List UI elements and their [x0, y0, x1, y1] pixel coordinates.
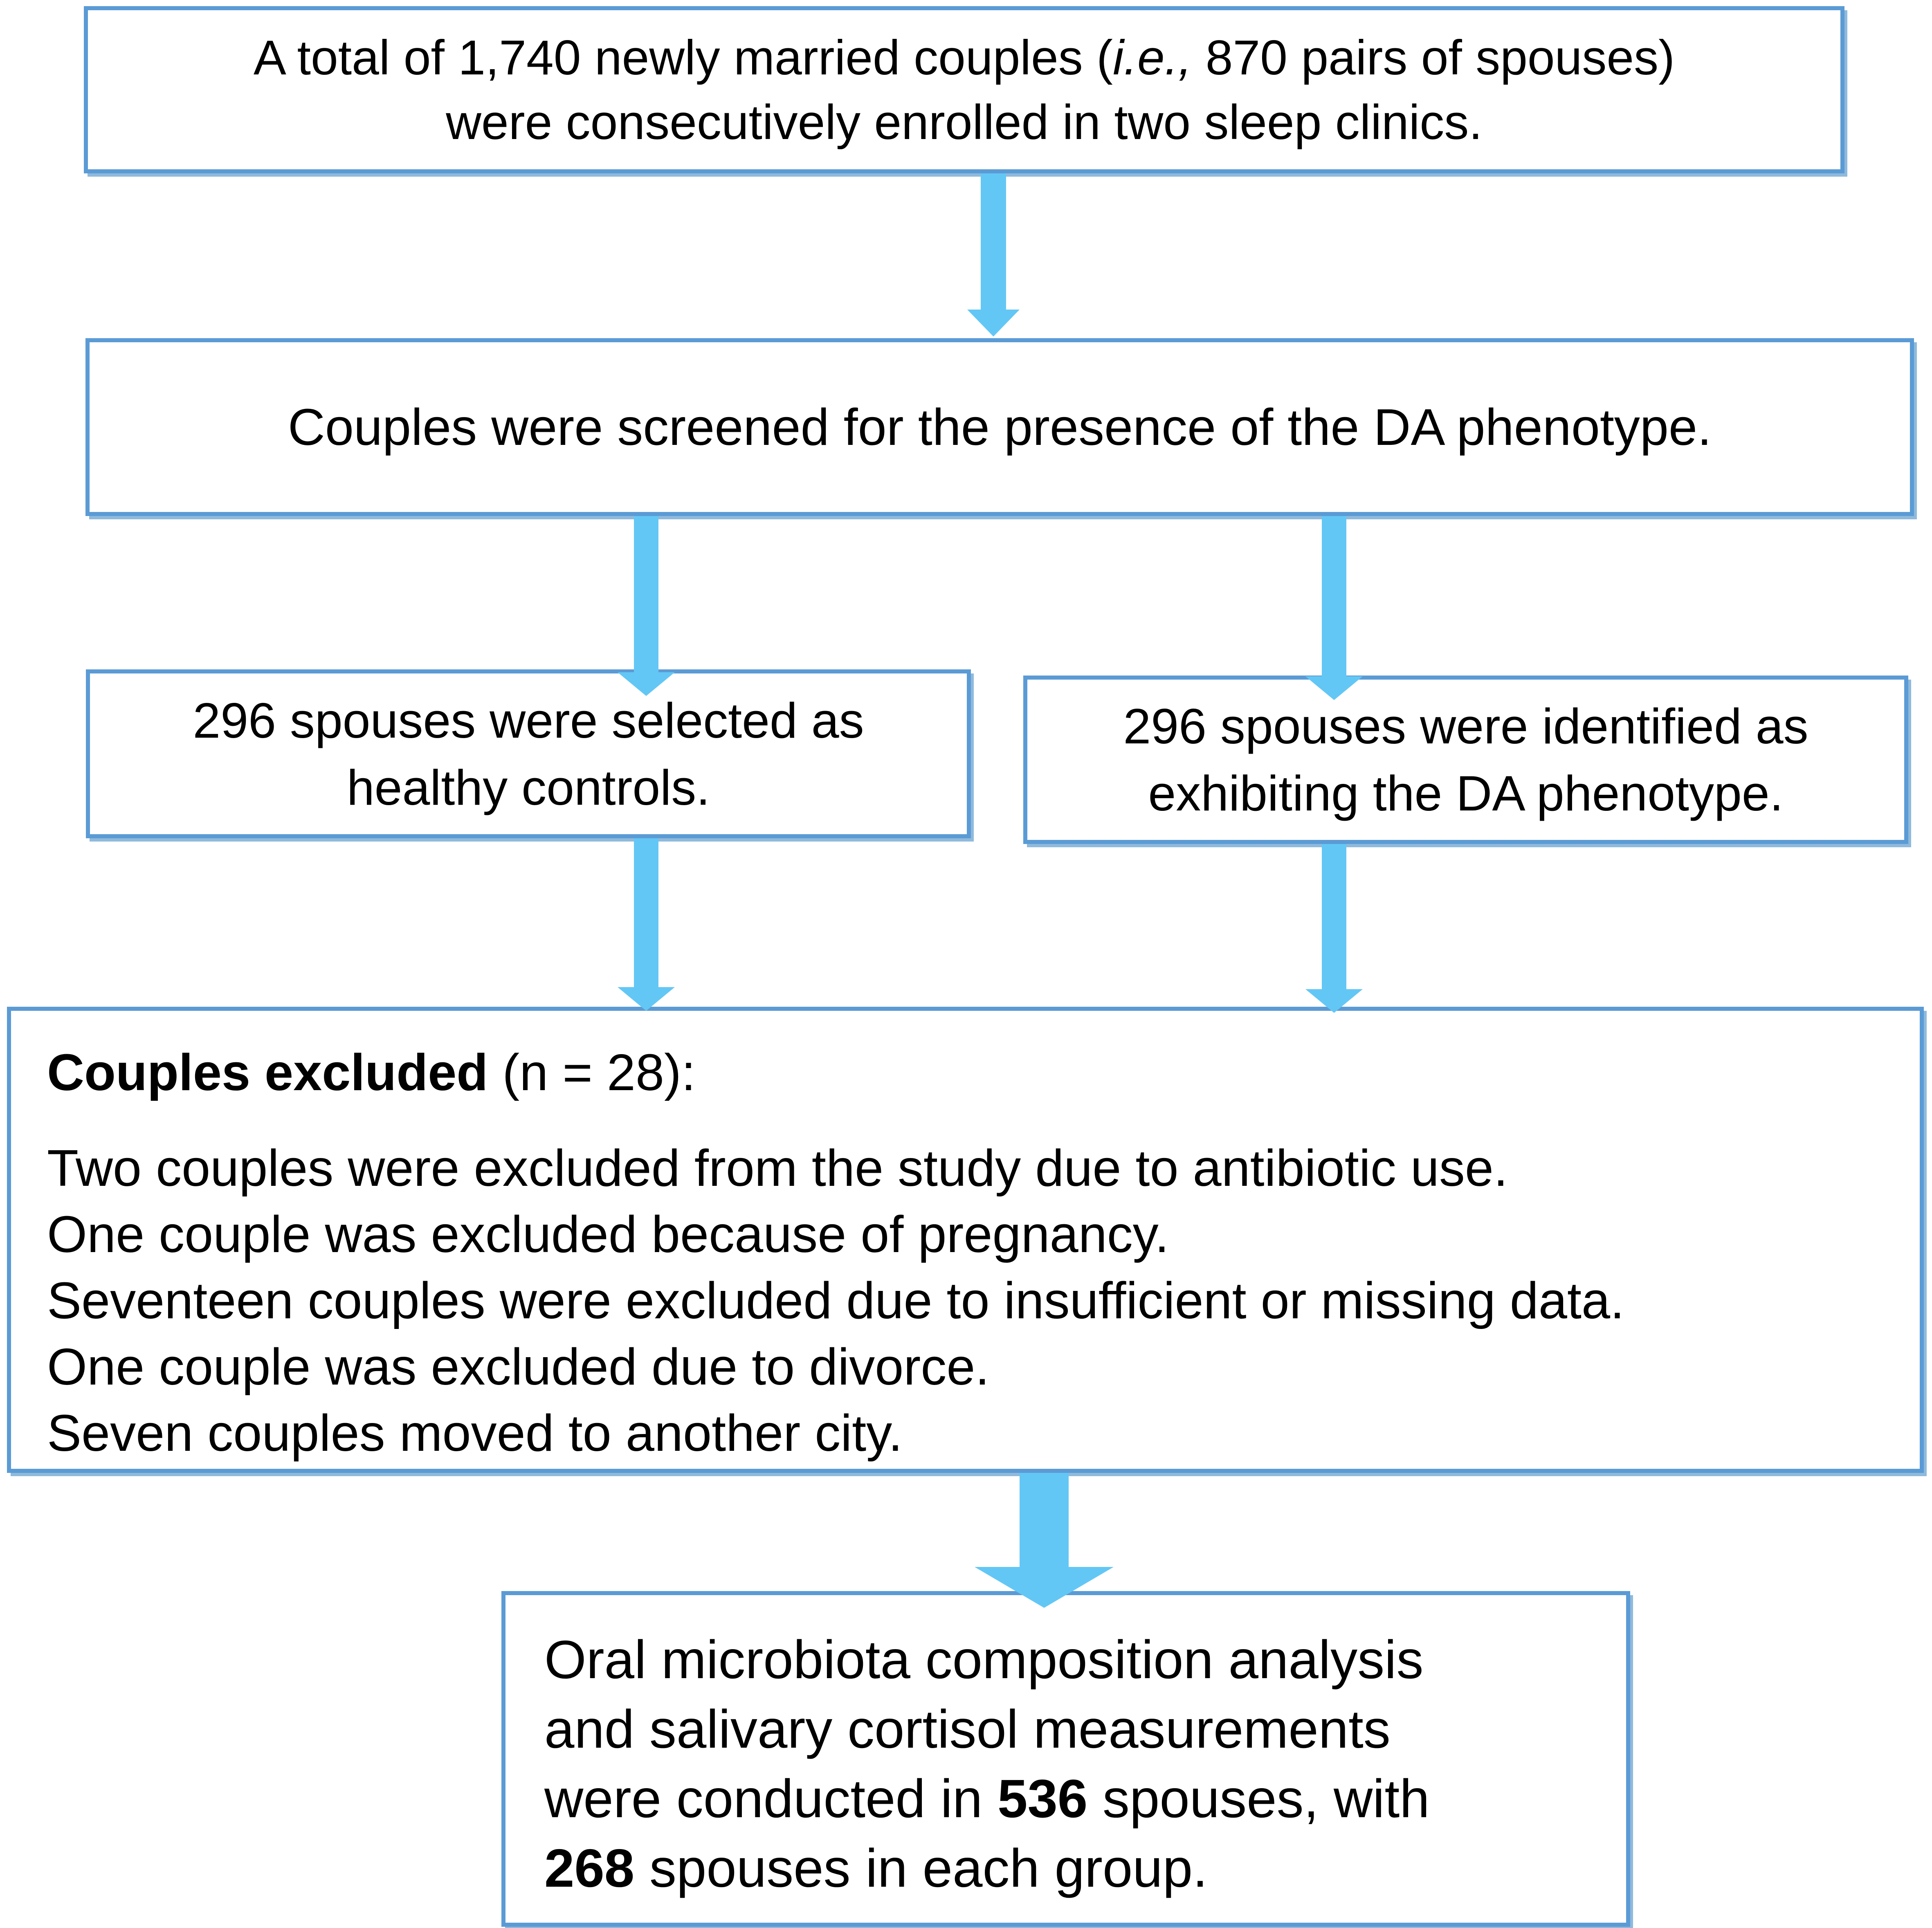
arrow-head: [618, 672, 675, 696]
arrow-controls-to-excluded: [618, 838, 675, 1011]
arrow-head: [975, 1567, 1114, 1608]
excluded-reason-2: One couple was excluded because of pregnancy.: [47, 1205, 1169, 1263]
da-line-2: exhibiting the DA phenotype.: [1148, 765, 1784, 821]
arrow-screening-to-controls: [618, 516, 675, 696]
excluded-reason-5: Seven couples moved to another city.: [47, 1404, 903, 1462]
enrollment-line1-italic: i.e.,: [1113, 30, 1192, 85]
excluded-heading-rest: (n = 28):: [488, 1044, 696, 1101]
enrollment-line-2: were consecutively enrolled in two sleep clinics.: [446, 94, 1483, 150]
arrow-stem: [981, 173, 1006, 310]
analysis-line-1: Oral microbiota composition analysis: [544, 1629, 1424, 1690]
da-line-1: 296 spouses were identified as: [1123, 698, 1808, 754]
arrow-enrollment-to-screening: [967, 173, 1020, 337]
arrow-stem: [1322, 844, 1346, 989]
da-phenotype-box: [1023, 676, 1908, 844]
arrow-stem: [634, 516, 658, 672]
controls-line-2: healthy controls.: [346, 759, 710, 815]
arrow-stem: [1020, 1473, 1069, 1567]
analysis-box: [501, 1591, 1630, 1927]
arrow-head: [967, 310, 1020, 337]
analysis-line3-pre: were conducted in: [544, 1769, 998, 1829]
excluded-heading-bold: Couples excluded: [47, 1044, 488, 1101]
excluded-reason-4: One couple was excluded due to divorce.: [47, 1338, 990, 1396]
analysis-line-4: [544, 1834, 1610, 1903]
arrow-head: [618, 987, 675, 1011]
arrow-stem: [1322, 516, 1346, 676]
enrollment-line1-pre: A total of 1,740 newly married couples (: [253, 30, 1113, 85]
arrow-da-to-excluded: [1305, 844, 1363, 1013]
screening-box: [85, 338, 1914, 516]
excluded-box: [7, 1007, 1924, 1473]
controls-line-1: 296 spouses were selected as: [193, 692, 864, 748]
excluded-heading: [47, 1039, 1895, 1106]
analysis-line-3: [544, 1764, 1610, 1834]
arrow-screening-to-da: [1305, 516, 1363, 700]
healthy-controls-box: [86, 669, 971, 838]
analysis-line-2: and salivary cortisol measurements: [544, 1699, 1391, 1759]
screening-line: Couples were screened for the presence of the DA phenotype.: [288, 398, 1712, 456]
excluded-reason-1: Two couples were excluded from the study due to antibiotic use.: [47, 1139, 1508, 1197]
excluded-reason-3: Seventeen couples were excluded due to insufficient or missing data.: [47, 1272, 1625, 1329]
analysis-line3-bold: 536: [997, 1769, 1088, 1829]
arrow-head: [1305, 989, 1363, 1013]
arrow-stem: [634, 838, 658, 987]
arrow-excluded-to-analysis: [975, 1473, 1114, 1608]
arrow-head: [1305, 676, 1363, 700]
analysis-line3-post: spouses, with: [1087, 1769, 1430, 1829]
analysis-line4-bold: 268: [544, 1838, 635, 1898]
analysis-line4-post: spouses in each group.: [634, 1838, 1208, 1898]
enrollment-line-1: [254, 25, 1675, 90]
enrollment-line1-post: 870 pairs of spouses): [1192, 30, 1675, 85]
enrollment-box: [84, 6, 1844, 173]
